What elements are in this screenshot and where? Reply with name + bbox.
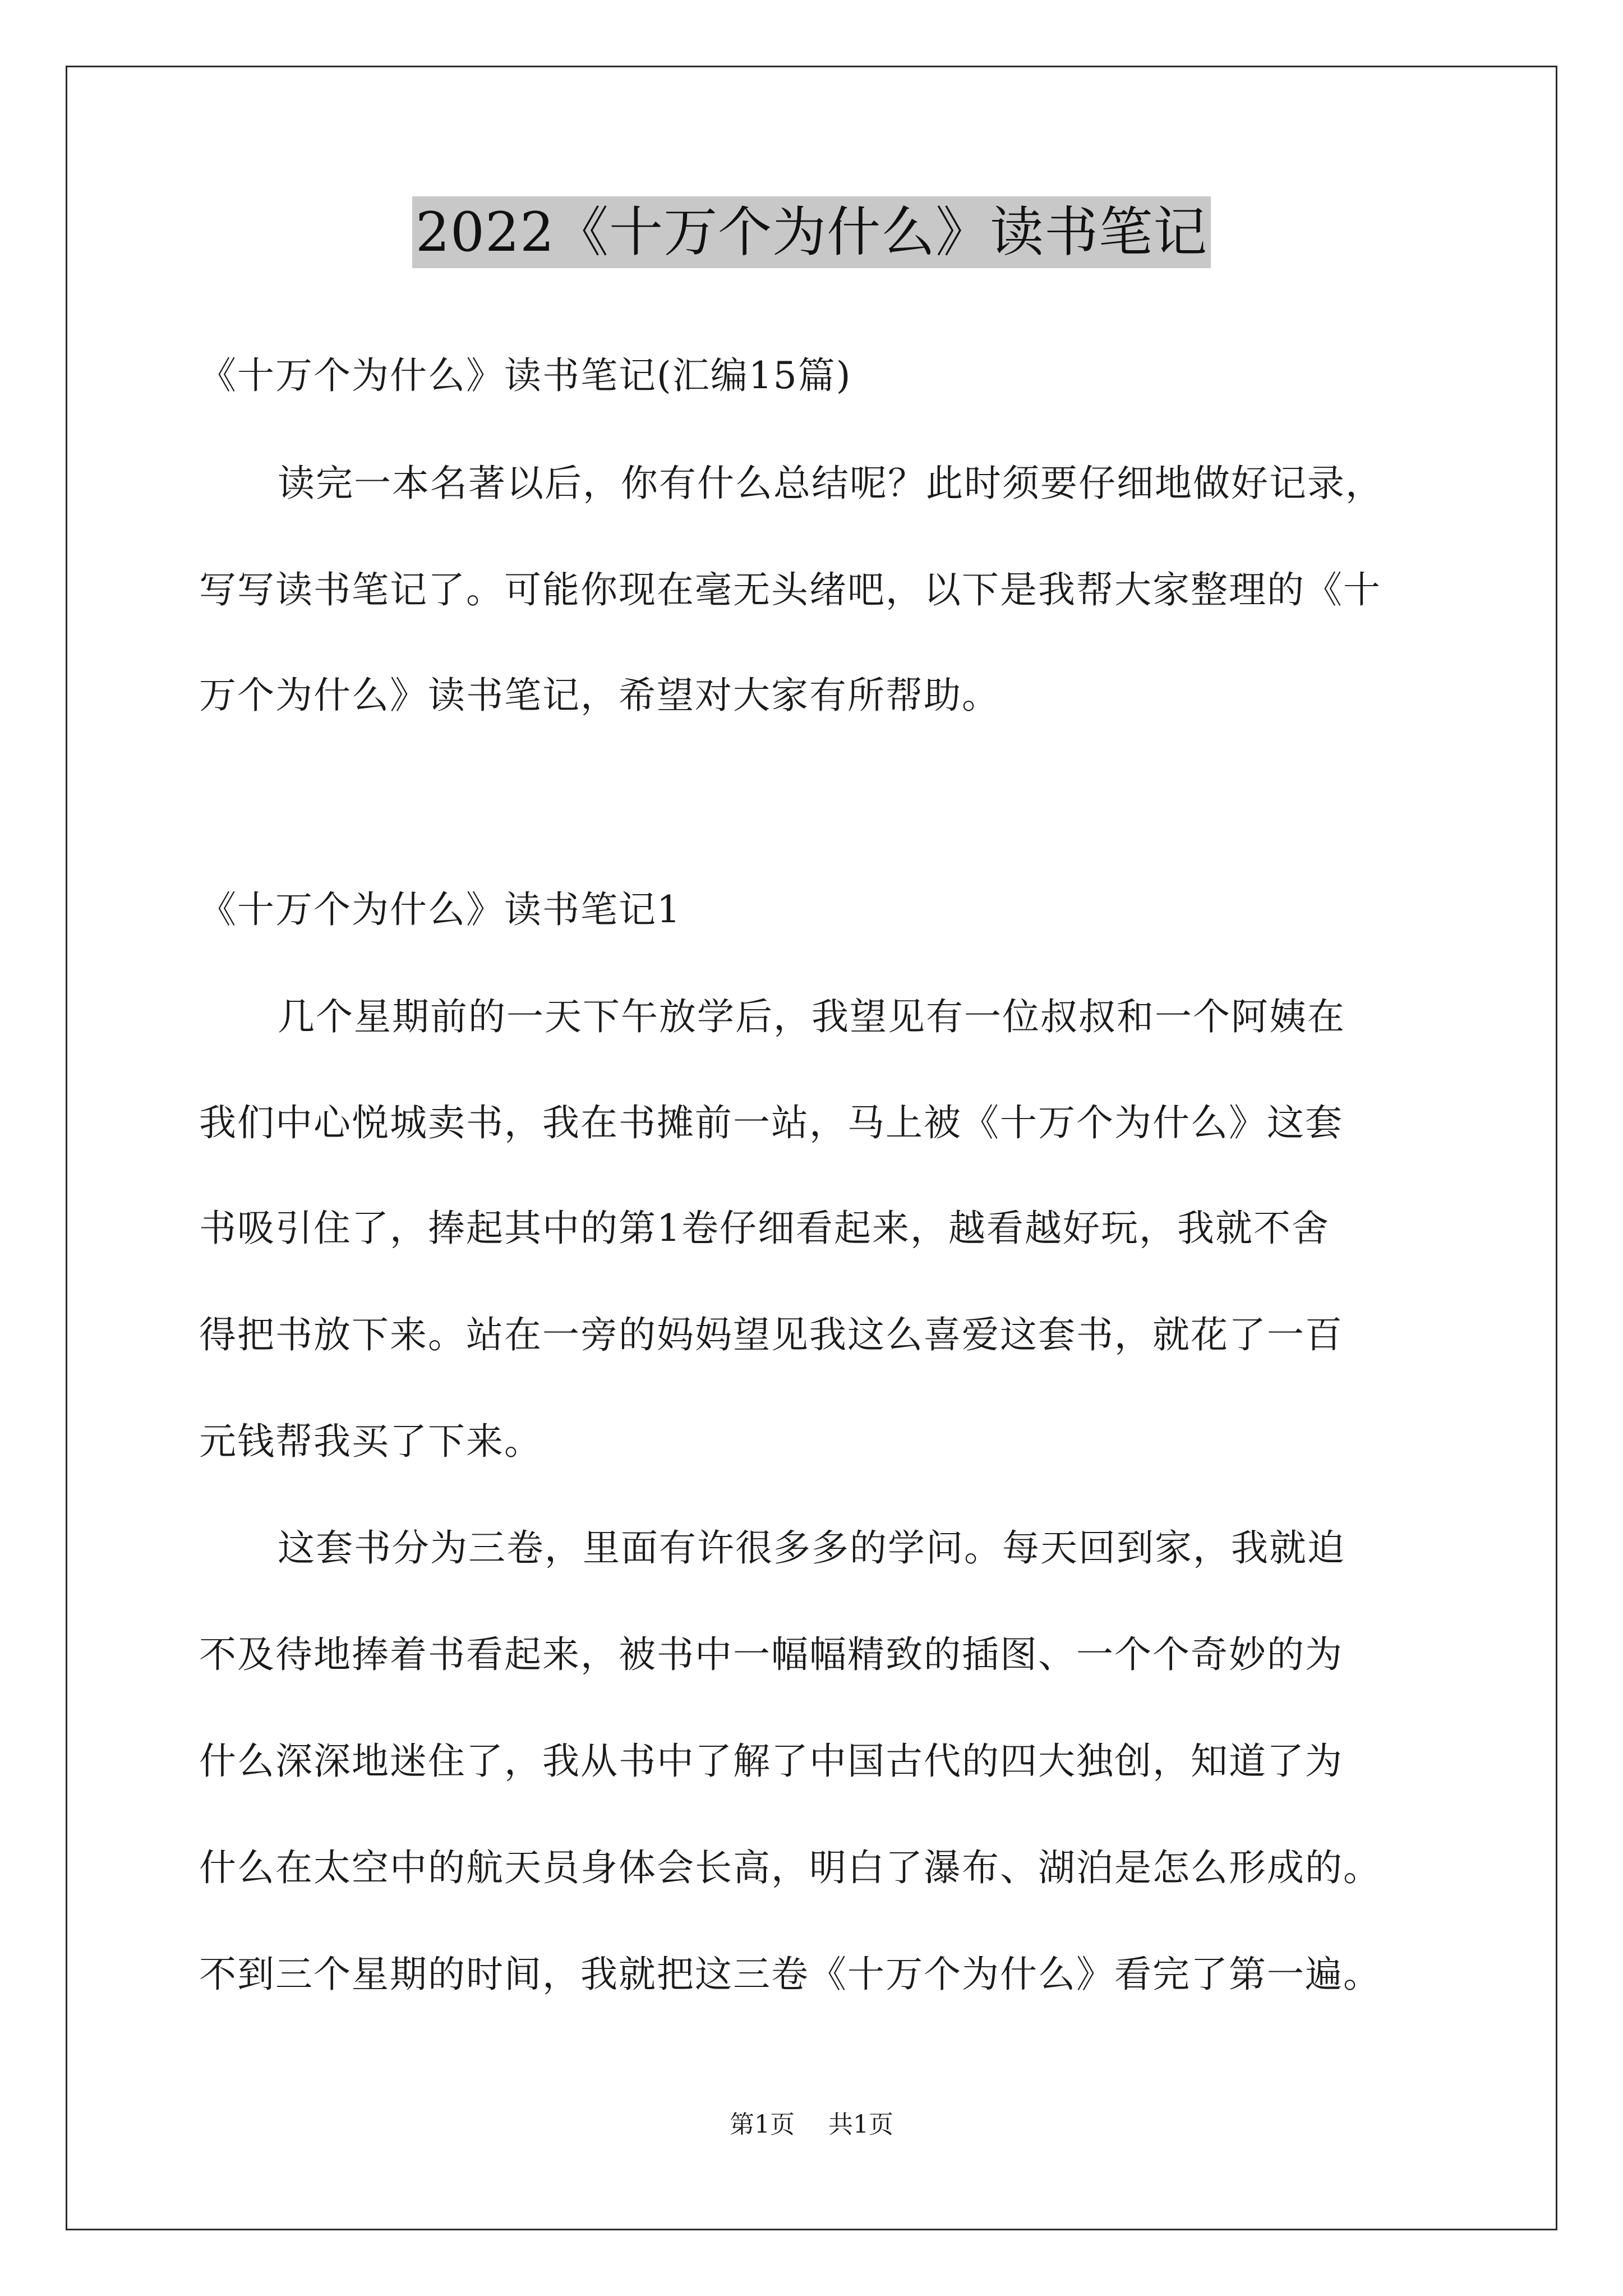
paragraph-line: 书吸引住了，捧起其中的第1卷仔细看起来，越看越好玩，我就不舍 [199, 1207, 1330, 1250]
page-total: 共1页 [828, 2110, 893, 2139]
document-title: 2022《十万个为什么》读书笔记 [412, 196, 1211, 268]
paragraph-line: 几个星期前的一天下午放学后，我望见有一位叔叔和一个阿姨在 [278, 995, 1345, 1038]
title-container [0, 196, 1623, 268]
paragraph-line: 我们中心悦城卖书，我在书摊前一站，马上被《十万个为什么》这套 [199, 1101, 1343, 1144]
intro-line: 写写读书笔记了。可能你现在毫无头绪吧，以下是我帮大家整理的《十 [199, 568, 1381, 611]
page-footer [0, 2109, 1623, 2141]
page-number: 第1页 [730, 2110, 795, 2139]
paragraph-line: 什么深深地迷住了，我从书中了解了中国古代的四大独创，知道了为 [199, 1740, 1343, 1783]
paragraph-line: 这套书分为三卷，里面有许很多多的学问。每天回到家，我就迫 [278, 1526, 1345, 1570]
intro-line: 读完一本名著以后，你有什么总结呢？此时须要仔细地做好记录， [278, 462, 1384, 505]
paragraph-line: 得把书放下来。站在一旁的妈妈望见我这么喜爱这套书，就花了一百 [199, 1313, 1343, 1356]
section-heading: 《十万个为什么》读书笔记1 [199, 888, 681, 931]
paragraph-line: 不到三个星期的时间，我就把这三卷《十万个为什么》看完了第一遍。 [199, 1953, 1381, 1996]
intro-line: 万个为什么》读书笔记，希望对大家有所帮助。 [199, 674, 1000, 717]
paragraph-line: 什么在太空中的航天员身体会长高，明白了瀑布、湖泊是怎么形成的。 [199, 1846, 1381, 1889]
paragraph-line: 不及待地捧着书看起来，被书中一幅幅精致的插图、一个个奇妙的为 [199, 1633, 1343, 1676]
paragraph-line: 元钱帮我买了下来。 [199, 1420, 542, 1463]
document-subtitle: 《十万个为什么》读书笔记(汇编15篇) [199, 354, 852, 397]
